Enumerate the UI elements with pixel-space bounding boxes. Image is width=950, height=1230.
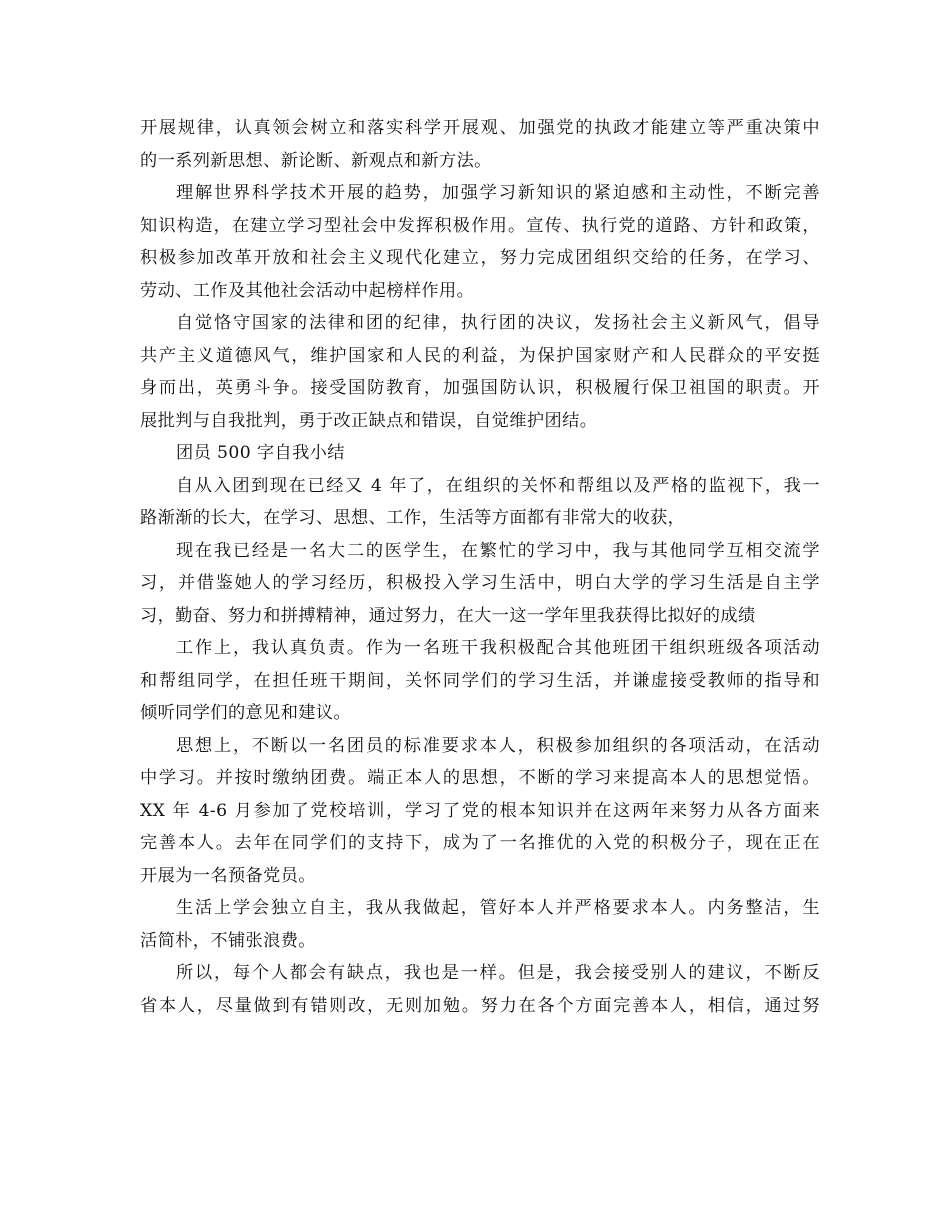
text-line: 理解世界科学技术开展的趋势，加强学习新知识的紧迫感和主动性，不断完善	[176, 183, 820, 203]
text-line: 开展为一名预备党员。	[140, 865, 316, 886]
text-line: 展批判与自我批判，勇于改正缺点和错误，自觉维护团结。	[140, 410, 598, 431]
text-line: 的一系列新思想、新论断、新观点和新方法。	[140, 150, 492, 171]
text-line: 习，勤奋、努力和拼搏精神，通过努力，在大一这一学年里我获得比拟好的成绩	[140, 605, 756, 626]
text-line: 路渐渐的长大，在学习、思想、工作，生活等方面都有非常大的收获，	[140, 508, 686, 528]
text-line: 自觉恪守国家的法律和团的纪律，执行团的决议，发扬社会主义新风气，倡导	[176, 313, 820, 333]
text-line: 共产主义道德风气，维护国家和人民的利益，为保护国家财产和人民群众的平安挺	[140, 345, 820, 366]
text-line: 生活上学会独立自主，我从我做起，管好本人并严格要求本人。内务整洁，生	[176, 898, 820, 918]
text-line: 身而出，英勇斗争。接受国防教育，加强国防认识，积极履行保卫祖国的职责。开	[140, 378, 820, 398]
document-body	[140, 112, 820, 1022]
text-line: 劳动、工作及其他社会活动中起榜样作用。	[140, 280, 475, 301]
text-line: 所以，每个人都会有缺点，我也是一样。但是，我会接受别人的建议，不断反	[176, 963, 820, 983]
text-line: 省本人，尽量做到有错则改，无则加勉。努力在各个方面完善本人，相信，通过努	[140, 995, 820, 1016]
text-line: 和帮组同学，在担任班干期间，关怀同学们的学习生活，并谦虚接受教师的指导和	[140, 670, 820, 691]
text-line: 中学习。并按时缴纳团费。端正本人的思想，不断的学习来提高本人的思想觉悟。	[140, 768, 820, 788]
text-line: 完善本人。去年在同学们的支持下，成为了一名推优的入党的积极分子，现在正在	[140, 833, 820, 853]
text-line: 自从入团到现在已经又 4 年了，在组织的关怀和帮组以及严格的监视下，我一	[176, 475, 820, 496]
text-line: 现在我已经是一名大二的医学生，在繁忙的学习中，我与其他同学互相交流学	[176, 540, 820, 561]
text-line: 积极参加改革开放和社会主义现代化建立，努力完成团组织交给的任务，在学习、	[140, 248, 820, 268]
text-line: 倾听同学们的意见和建议。	[140, 703, 352, 723]
text-line: 思想上，不断以一名团员的标准要求本人，积极参加组织的各项活动，在活动	[176, 735, 820, 756]
text-line: 工作上，我认真负责。作为一名班干我积极配合其他班团干组织班级各项活动	[176, 638, 820, 658]
text-line: XX 年 4-6 月参加了党校培训，学习了党的根本知识并在这两年来努力从各方面来	[140, 800, 820, 821]
text-line: 习，并借鉴她人的学习经历，积极投入学习生活中，明白大学的学习生活是自主学	[140, 573, 820, 593]
text-line: 活简朴，不铺张浪费。	[140, 930, 316, 951]
text-line: 团员 500 字自我小结	[176, 443, 345, 463]
text-line: 知识构造，在建立学习型社会中发挥积极作用。宣传、执行党的道路、方针和政策，	[140, 215, 820, 236]
text-line: 开展规律，认真领会树立和落实科学开展观、加强党的执政才能建立等严重决策中	[140, 118, 820, 138]
